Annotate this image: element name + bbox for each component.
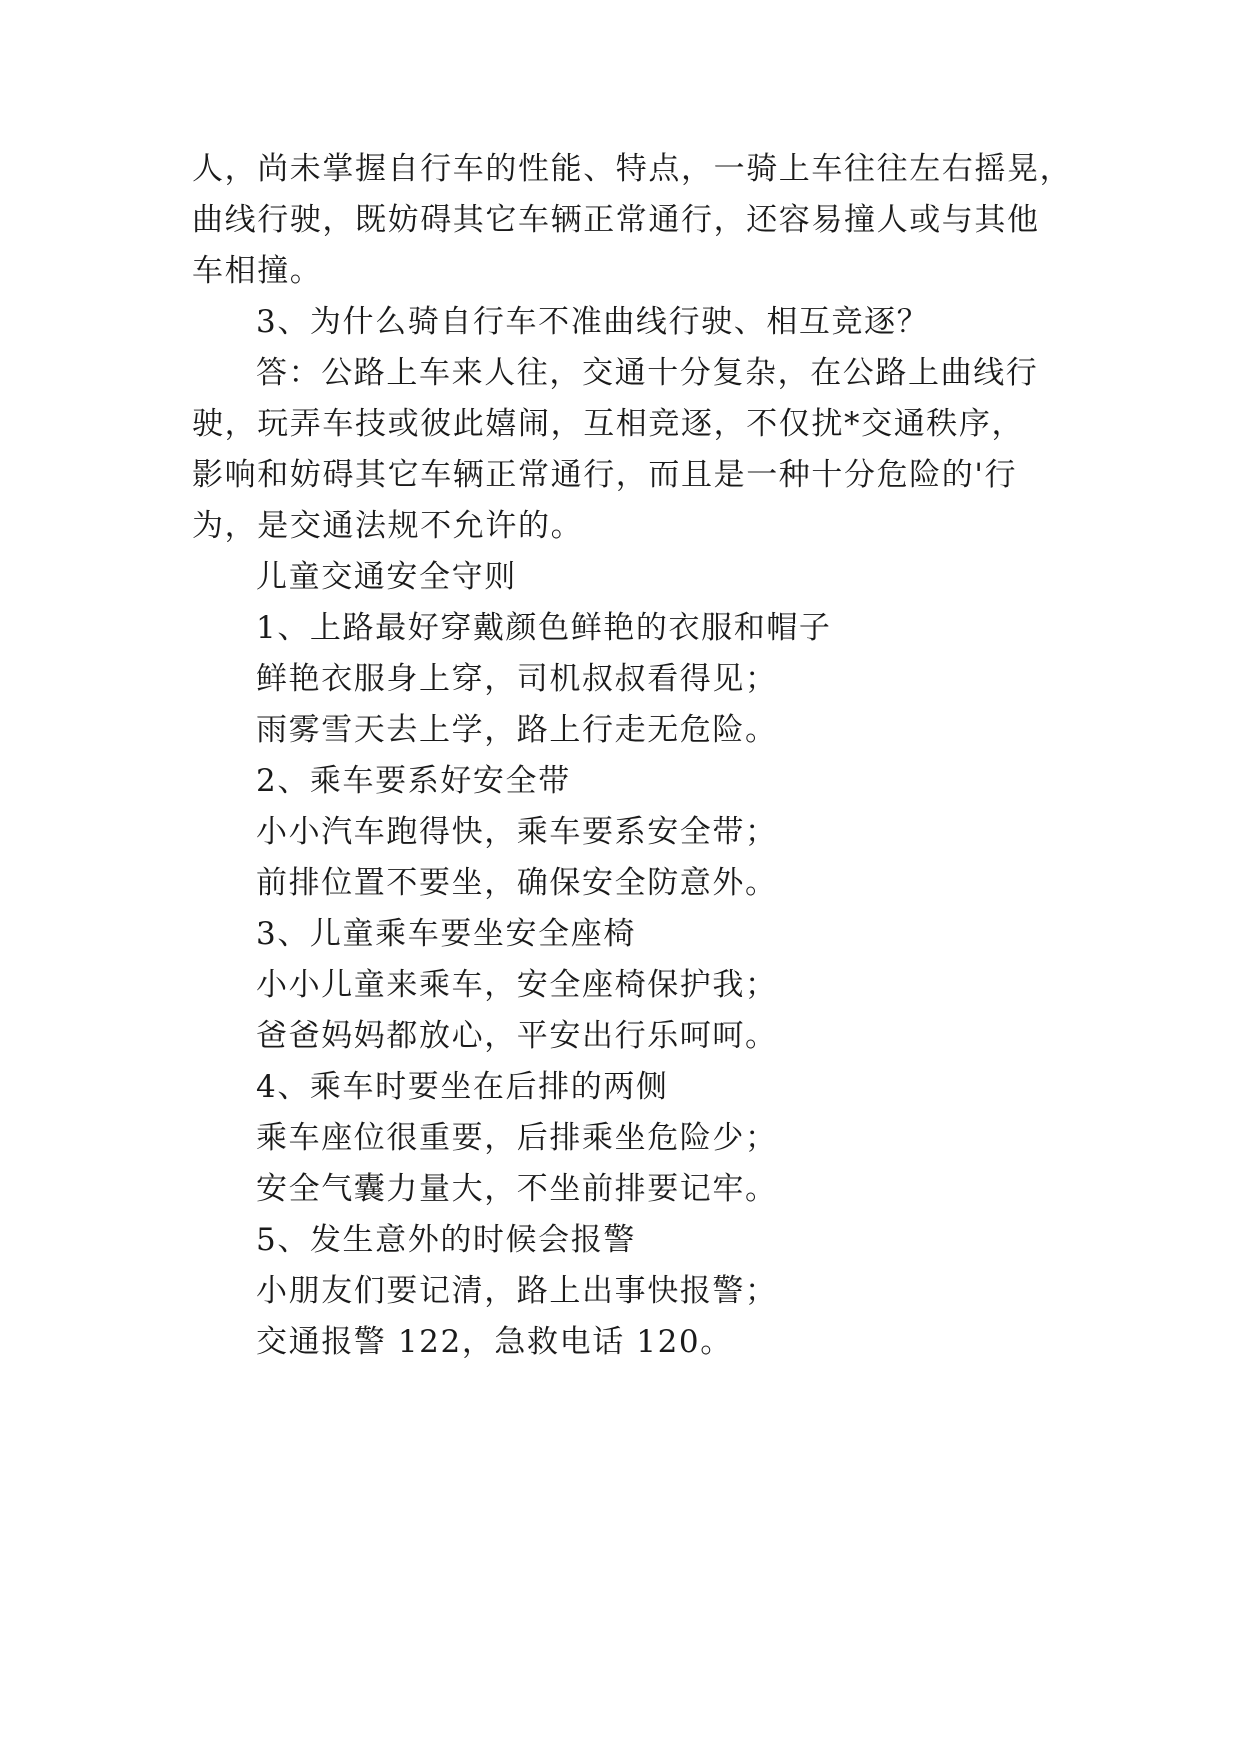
rhyme-line: 乘车座位很重要，后排乘坐危险少； (256, 1120, 778, 1156)
rhyme-line: 小小儿童来乘车，安全座椅保护我； (256, 967, 778, 1003)
answer-line: 答：公路上车来人往，交通十分复杂，在公路上曲线行 (256, 355, 1039, 391)
rhyme-line: 小小汽车跑得快，乘车要系安全带； (256, 814, 778, 850)
paragraph-line: 为，是交通法规不允许的。 (192, 508, 584, 544)
paragraph-line: 人，尚未掌握自行车的性能、特点，一骑上车往往左右摇晃， (192, 151, 1073, 187)
rhyme-line: 安全气囊力量大，不坐前排要记牢。 (256, 1171, 778, 1207)
rhyme-line: 雨雾雪天去上学，路上行走无危险。 (256, 712, 778, 748)
paragraph-line: 曲线行驶，既妨碍其它车辆正常通行，还容易撞人或与其他 (192, 202, 1040, 238)
rule-heading: 5、发生意外的时候会报警 (256, 1222, 636, 1258)
rule-heading: 4、乘车时要坐在后排的两侧 (256, 1069, 669, 1105)
rhyme-line: 小朋友们要记清，路上出事快报警； (256, 1273, 778, 1309)
rule-heading: 3、儿童乘车要坐安全座椅 (256, 916, 636, 952)
rhyme-line: 爸爸妈妈都放心，平安出行乐呵呵。 (256, 1018, 778, 1054)
rhyme-line: 前排位置不要坐，确保安全防意外。 (256, 865, 778, 901)
paragraph-line: 影响和妨碍其它车辆正常通行，而且是一种十分危险的'行 (192, 457, 1018, 493)
rhyme-line: 交通报警 122，急救电话 120。 (256, 1324, 733, 1360)
section-title: 儿童交通安全守则 (256, 559, 517, 595)
rhyme-line: 鲜艳衣服身上穿，司机叔叔看得见； (256, 661, 778, 697)
paragraph-line: 车相撞。 (192, 253, 323, 289)
rule-heading: 1、上路最好穿戴颜色鲜艳的衣服和帽子 (256, 610, 832, 646)
rule-heading: 2、乘车要系好安全带 (256, 763, 571, 799)
paragraph-line: 驶，玩弄车技或彼此嬉闹，互相竞逐，不仅扰*交通秩序， (192, 406, 1025, 442)
question-heading: 3、为什么骑自行车不准曲线行驶、相互竞逐？ (256, 304, 930, 340)
